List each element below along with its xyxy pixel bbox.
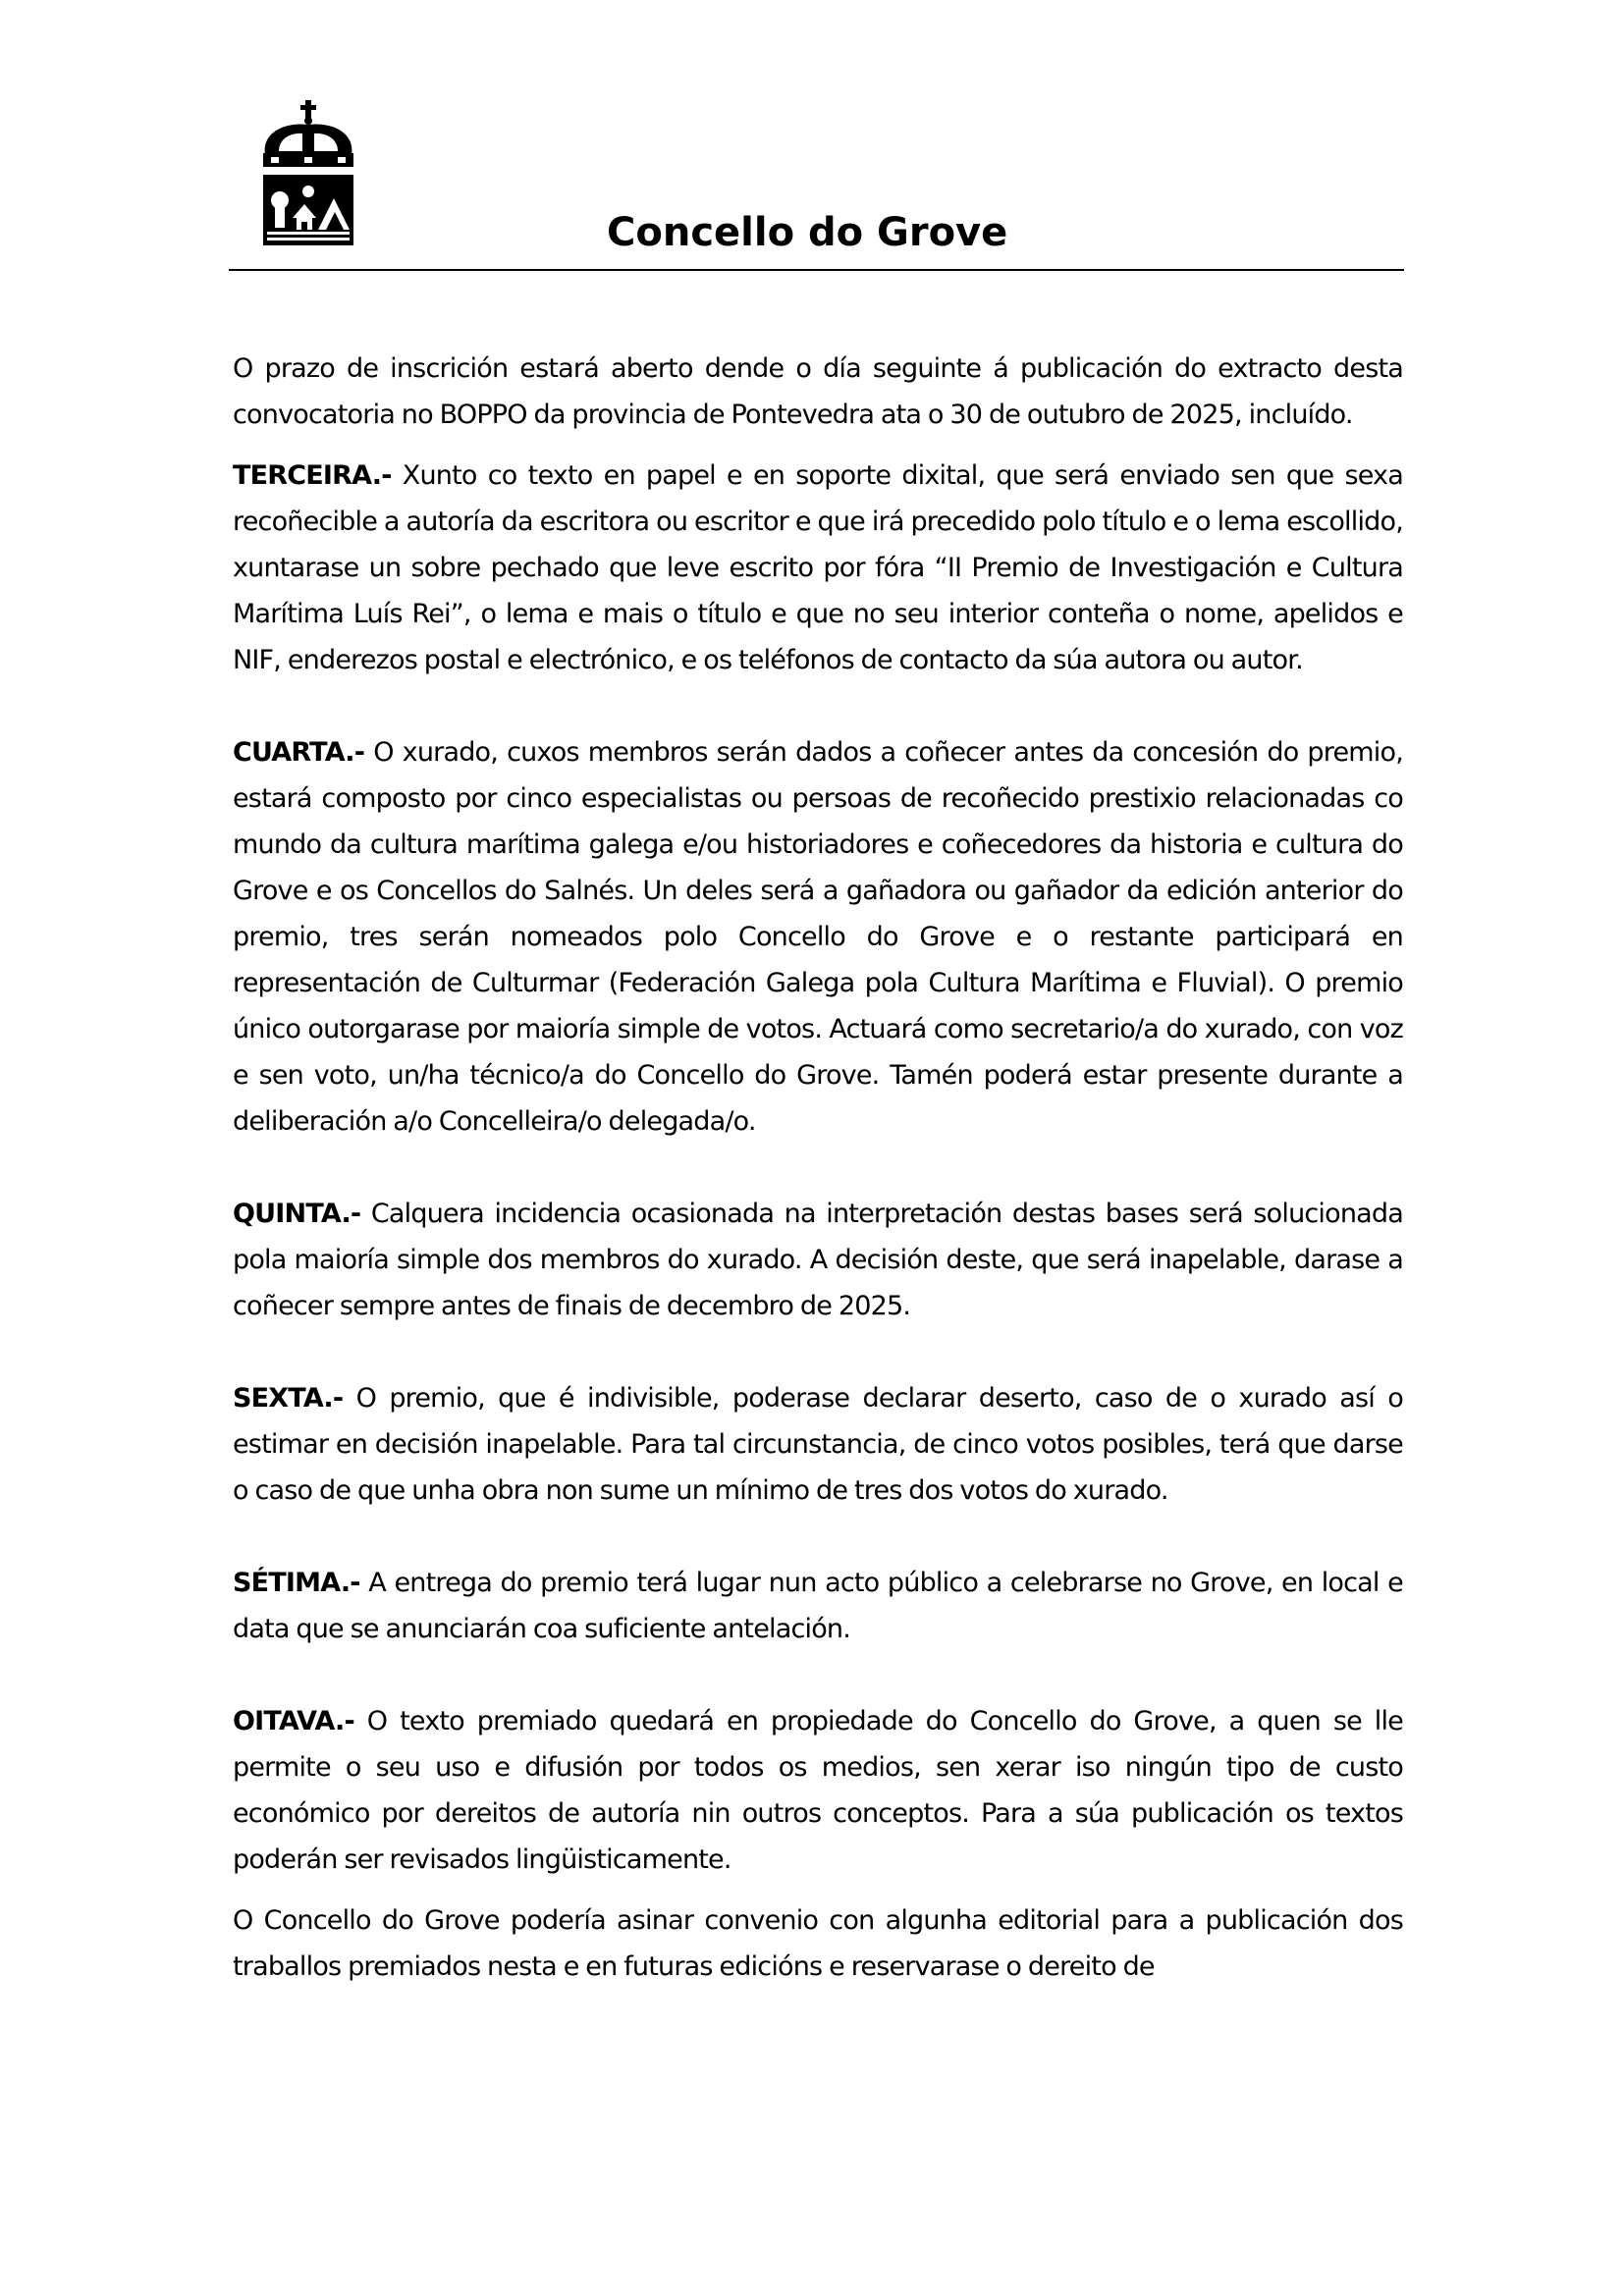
page-header-title: Concello do Grove	[607, 210, 1008, 255]
paragraph-text: O Concello do Grove podería asinar convenio con algunha editorial para a publicación dos traballos premiados nesta e en futuras edicións e reservarase o dereito de	[233, 1905, 1403, 1982]
paragraph-text: O prazo de inscrición estará aberto dende o día seguinte á publicación do extracto desta convocatoria no BOPPO da provincia de Pontevedra ata o 30 de outubro de 2025, incluído.	[233, 353, 1403, 430]
document-body	[233, 346, 1403, 1990]
clause-label: OITAVA.-	[233, 1706, 354, 1736]
paragraph-text: O texto premiado quedará en propiedade do Concello do Grove, a quen se lle permite o seu uso e difusión por todos os medios, sen xerar iso ningún tipo de custo económico por dereitos de autoría nin outros conceptos. Para a súa publicación os textos poderán ser revisados lingüisticamente.	[233, 1706, 1403, 1875]
header-divider	[229, 269, 1404, 271]
paragraph-oitava	[233, 1698, 1403, 1883]
paragraph-text: O premio, que é indivisible, poderase declarar deserto, caso de o xurado así o estimar en decisión inapelable. Para tal circunstancia, de cinco votos posibles, terá que darse o caso de que unha obra non sume un mínimo de tres dos votos do xurado.	[233, 1383, 1403, 1506]
clause-label: QUINTA.-	[233, 1199, 361, 1229]
paragraph-text: Xunto co texto en papel e en soporte dixital, que será enviado sen que sexa recoñecible a autoría da escritora ou escritor e que irá precedido polo título e o lema escollido, xuntarase un sobre pechado que leve escrito por fóra “II Premio de Investigación e Cultura Marítima Luís Rei”, o lema e mais o título e que no seu interior conteña o nome, apelidos e NIF, enderezos postal e electrónico, e os teléfonos de contacto da súa autora ou autor.	[233, 460, 1403, 675]
paragraph-publication-agreement	[233, 1897, 1403, 1990]
paragraph-inscription-period	[233, 346, 1403, 438]
paragraph-quinta	[233, 1191, 1403, 1329]
clause-label: SEXTA.-	[233, 1383, 344, 1414]
paragraph-text: O xurado, cuxos membros serán dados a coñecer antes da concesión do premio, estará composto por cinco especialistas ou persoas de recoñecido prestixio relacionadas co mundo da cultura marítima galega e/ou historiadores e coñecedores da historia e cultura do Grove e os Concellos do Salnés. Un deles será a gañadora ou gañador da edición anterior do premio, tres serán nomeados polo Concello do Grove e o restante participará en representación de Culturmar (Federación Galega pola Cultura Marítima e Fluvial). O premio único outorgarase por maioría simple de votos. Actuará como secretario/a do xurado, con voz e sen voto, un/ha técnico/a do Concello do Grove. Tamén poderá estar presente durante a deliberación a/o Concelleira/o delegada/o.	[233, 737, 1403, 1137]
paragraph-terceira	[233, 453, 1403, 683]
paragraph-text: A entrega do premio terá lugar nun acto público a celebrarse no Grove, en local e data que se anunciarán coa suficiente antelación.	[233, 1568, 1403, 1644]
clause-label: CUARTA.-	[233, 737, 365, 768]
municipal-crest-logo	[257, 98, 359, 245]
clause-label: TERCEIRA.-	[233, 460, 392, 491]
paragraph-text: Calquera incidencia ocasionada na interpretación destas bases será solucionada pola maioría simple dos membros do xurado. A decisión deste, que será inapelable, darase a coñecer sempre antes de finais de decembro de 2025.	[233, 1199, 1403, 1321]
clause-label: SÉTIMA.-	[233, 1568, 360, 1598]
paragraph-cuarta	[233, 729, 1403, 1145]
paragraph-sexta	[233, 1375, 1403, 1514]
paragraph-setima	[233, 1560, 1403, 1652]
